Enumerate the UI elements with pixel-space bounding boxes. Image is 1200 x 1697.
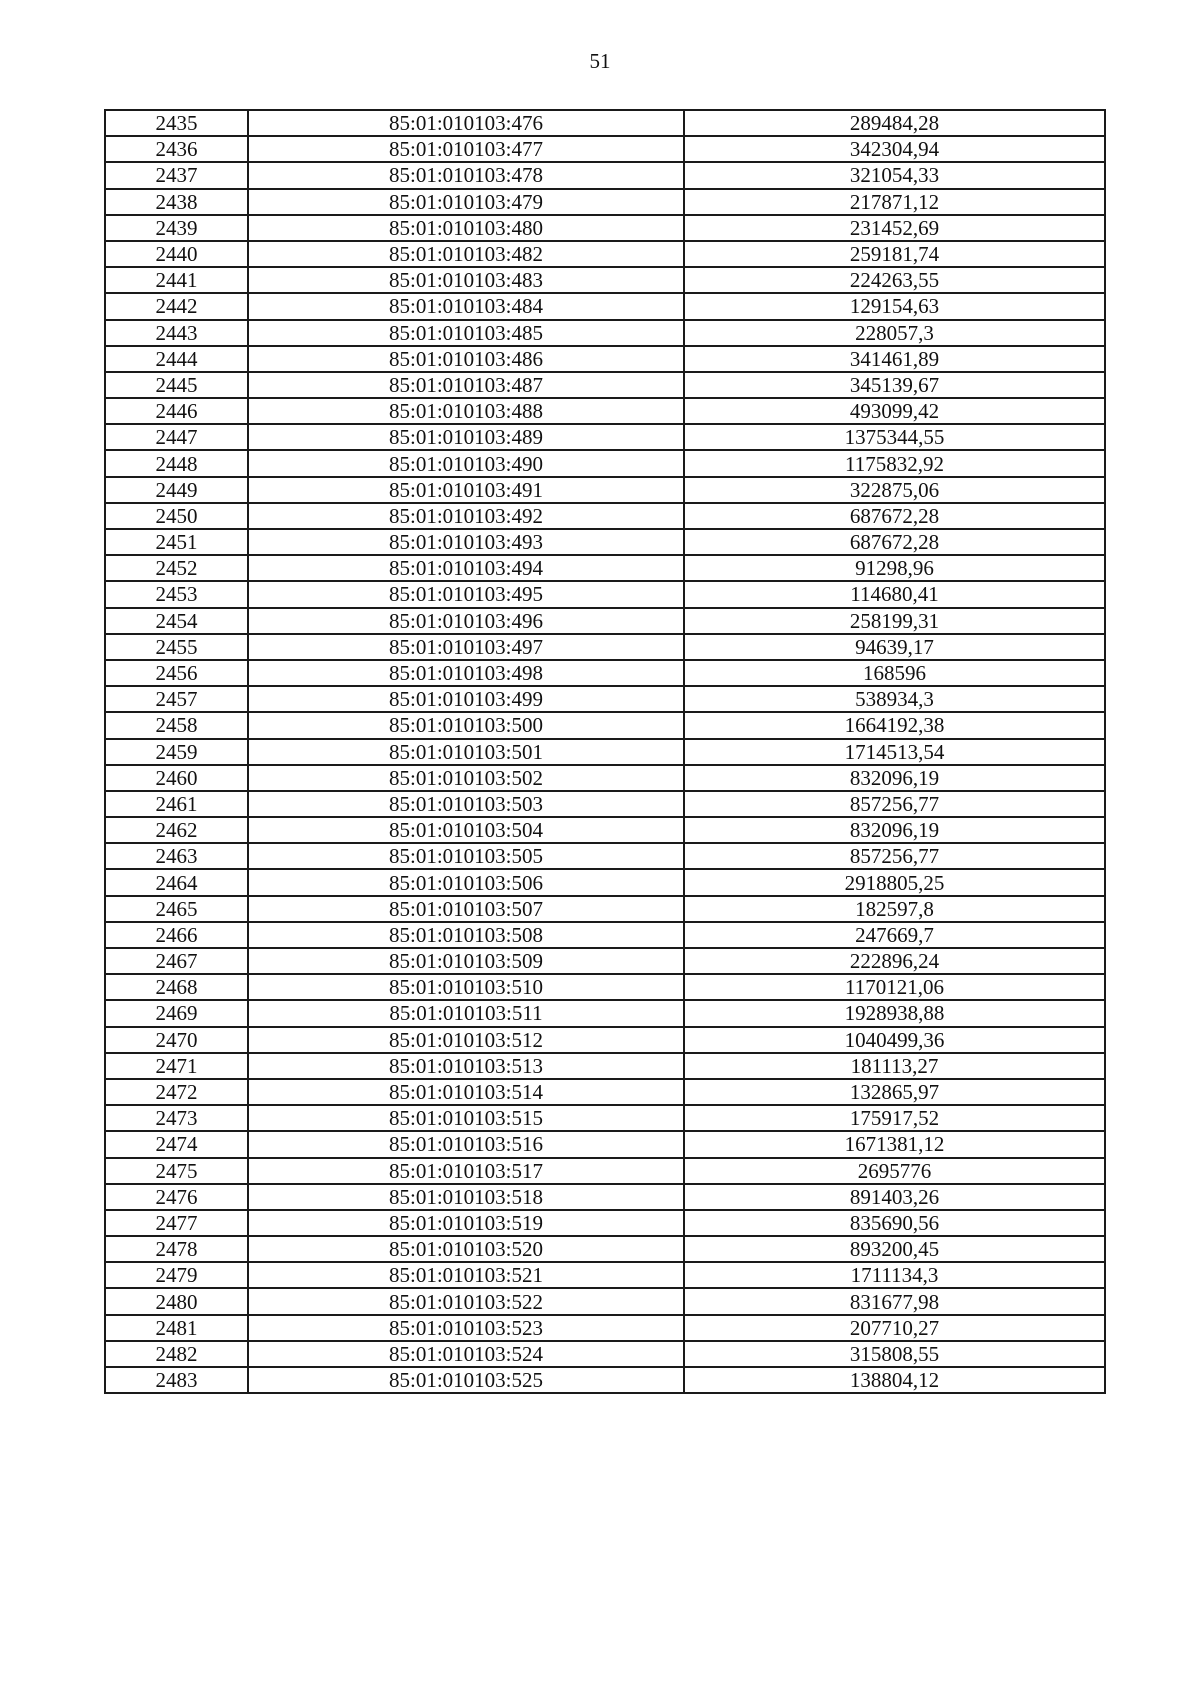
cadastral-number-cell: 85:01:010103:521	[248, 1262, 684, 1288]
table-row	[105, 555, 1105, 581]
registry-table-body	[105, 110, 1105, 1393]
table-row	[105, 1210, 1105, 1236]
cadastral-number-cell: 85:01:010103:494	[248, 555, 684, 581]
table-row	[105, 320, 1105, 346]
row-number-cell: 2480	[105, 1288, 248, 1314]
value-cell: 2918805,25	[684, 869, 1105, 895]
table-row	[105, 1105, 1105, 1131]
cadastral-number-cell: 85:01:010103:487	[248, 372, 684, 398]
row-number-cell: 2476	[105, 1184, 248, 1210]
row-number-cell: 2482	[105, 1341, 248, 1367]
cadastral-number-cell: 85:01:010103:523	[248, 1315, 684, 1341]
value-cell: 1928938,88	[684, 1000, 1105, 1026]
row-number-cell: 2472	[105, 1079, 248, 1105]
cadastral-number-cell: 85:01:010103:480	[248, 215, 684, 241]
cadastral-number-cell: 85:01:010103:478	[248, 162, 684, 188]
table-row	[105, 189, 1105, 215]
row-number-cell: 2463	[105, 843, 248, 869]
table-row	[105, 503, 1105, 529]
registry-table	[104, 109, 1106, 1394]
value-cell: 138804,12	[684, 1367, 1105, 1393]
row-number-cell: 2440	[105, 241, 248, 267]
value-cell: 831677,98	[684, 1288, 1105, 1314]
row-number-cell: 2451	[105, 529, 248, 555]
row-number-cell: 2453	[105, 581, 248, 607]
row-number-cell: 2447	[105, 424, 248, 450]
value-cell: 321054,33	[684, 162, 1105, 188]
row-number-cell: 2452	[105, 555, 248, 581]
table-row	[105, 1315, 1105, 1341]
value-cell: 1040499,36	[684, 1027, 1105, 1053]
row-number-cell: 2468	[105, 974, 248, 1000]
cadastral-number-cell: 85:01:010103:514	[248, 1079, 684, 1105]
row-number-cell: 2478	[105, 1236, 248, 1262]
value-cell: 224263,55	[684, 267, 1105, 293]
value-cell: 91298,96	[684, 555, 1105, 581]
cadastral-number-cell: 85:01:010103:485	[248, 320, 684, 346]
row-number-cell: 2462	[105, 817, 248, 843]
value-cell: 835690,56	[684, 1210, 1105, 1236]
row-number-cell: 2460	[105, 765, 248, 791]
cadastral-number-cell: 85:01:010103:476	[248, 110, 684, 136]
row-number-cell: 2475	[105, 1158, 248, 1184]
cadastral-number-cell: 85:01:010103:519	[248, 1210, 684, 1236]
value-cell: 247669,7	[684, 922, 1105, 948]
cadastral-number-cell: 85:01:010103:505	[248, 843, 684, 869]
value-cell: 175917,52	[684, 1105, 1105, 1131]
table-row	[105, 1053, 1105, 1079]
cadastral-number-cell: 85:01:010103:498	[248, 660, 684, 686]
row-number-cell: 2464	[105, 869, 248, 895]
row-number-cell: 2445	[105, 372, 248, 398]
cadastral-number-cell: 85:01:010103:508	[248, 922, 684, 948]
value-cell: 132865,97	[684, 1079, 1105, 1105]
table-row	[105, 791, 1105, 817]
row-number-cell: 2444	[105, 346, 248, 372]
cadastral-number-cell: 85:01:010103:516	[248, 1131, 684, 1157]
row-number-cell: 2466	[105, 922, 248, 948]
value-cell: 342304,94	[684, 136, 1105, 162]
row-number-cell: 2459	[105, 739, 248, 765]
value-cell: 1664192,38	[684, 712, 1105, 738]
row-number-cell: 2473	[105, 1105, 248, 1131]
row-number-cell: 2443	[105, 320, 248, 346]
value-cell: 222896,24	[684, 948, 1105, 974]
table-row	[105, 1236, 1105, 1262]
table-row	[105, 293, 1105, 319]
value-cell: 341461,89	[684, 346, 1105, 372]
table-row	[105, 215, 1105, 241]
cadastral-number-cell: 85:01:010103:483	[248, 267, 684, 293]
table-row	[105, 608, 1105, 634]
cadastral-number-cell: 85:01:010103:486	[248, 346, 684, 372]
cadastral-number-cell: 85:01:010103:479	[248, 189, 684, 215]
row-number-cell: 2456	[105, 660, 248, 686]
table-row	[105, 1131, 1105, 1157]
value-cell: 289484,28	[684, 110, 1105, 136]
value-cell: 857256,77	[684, 791, 1105, 817]
cadastral-number-cell: 85:01:010103:520	[248, 1236, 684, 1262]
value-cell: 114680,41	[684, 581, 1105, 607]
value-cell: 891403,26	[684, 1184, 1105, 1210]
table-row	[105, 634, 1105, 660]
row-number-cell: 2458	[105, 712, 248, 738]
row-number-cell: 2446	[105, 398, 248, 424]
row-number-cell: 2438	[105, 189, 248, 215]
value-cell: 1671381,12	[684, 1131, 1105, 1157]
cadastral-number-cell: 85:01:010103:495	[248, 581, 684, 607]
value-cell: 182597,8	[684, 896, 1105, 922]
table-row	[105, 686, 1105, 712]
row-number-cell: 2439	[105, 215, 248, 241]
value-cell: 228057,3	[684, 320, 1105, 346]
page-number: 51	[589, 49, 611, 73]
table-row	[105, 765, 1105, 791]
cadastral-number-cell: 85:01:010103:507	[248, 896, 684, 922]
table-row	[105, 581, 1105, 607]
cadastral-number-cell: 85:01:010103:501	[248, 739, 684, 765]
table-row	[105, 896, 1105, 922]
value-cell: 168596	[684, 660, 1105, 686]
row-number-cell: 2435	[105, 110, 248, 136]
cadastral-number-cell: 85:01:010103:493	[248, 529, 684, 555]
table-row	[105, 712, 1105, 738]
row-number-cell: 2448	[105, 450, 248, 476]
row-number-cell: 2454	[105, 608, 248, 634]
cadastral-number-cell: 85:01:010103:496	[248, 608, 684, 634]
cadastral-number-cell: 85:01:010103:518	[248, 1184, 684, 1210]
cadastral-number-cell: 85:01:010103:500	[248, 712, 684, 738]
table-row	[105, 1000, 1105, 1026]
cadastral-number-cell: 85:01:010103:525	[248, 1367, 684, 1393]
value-cell: 538934,3	[684, 686, 1105, 712]
table-row	[105, 739, 1105, 765]
cadastral-number-cell: 85:01:010103:524	[248, 1341, 684, 1367]
cadastral-number-cell: 85:01:010103:515	[248, 1105, 684, 1131]
table-row	[105, 817, 1105, 843]
value-cell: 217871,12	[684, 189, 1105, 215]
table-row	[105, 241, 1105, 267]
cadastral-number-cell: 85:01:010103:502	[248, 765, 684, 791]
value-cell: 857256,77	[684, 843, 1105, 869]
row-number-cell: 2465	[105, 896, 248, 922]
row-number-cell: 2436	[105, 136, 248, 162]
row-number-cell: 2457	[105, 686, 248, 712]
value-cell: 893200,45	[684, 1236, 1105, 1262]
row-number-cell: 2442	[105, 293, 248, 319]
row-number-cell: 2483	[105, 1367, 248, 1393]
value-cell: 322875,06	[684, 477, 1105, 503]
table-row	[105, 1158, 1105, 1184]
table-row	[105, 1288, 1105, 1314]
value-cell: 181113,27	[684, 1053, 1105, 1079]
table-row	[105, 1027, 1105, 1053]
cadastral-number-cell: 85:01:010103:512	[248, 1027, 684, 1053]
value-cell: 231452,69	[684, 215, 1105, 241]
cadastral-number-cell: 85:01:010103:482	[248, 241, 684, 267]
table-row	[105, 843, 1105, 869]
table-row	[105, 267, 1105, 293]
table-row	[105, 346, 1105, 372]
cadastral-number-cell: 85:01:010103:499	[248, 686, 684, 712]
value-cell: 129154,63	[684, 293, 1105, 319]
table-row	[105, 136, 1105, 162]
table-row	[105, 922, 1105, 948]
cadastral-number-cell: 85:01:010103:489	[248, 424, 684, 450]
row-number-cell: 2467	[105, 948, 248, 974]
table-row	[105, 974, 1105, 1000]
cadastral-number-cell: 85:01:010103:511	[248, 1000, 684, 1026]
row-number-cell: 2469	[105, 1000, 248, 1026]
table-row	[105, 1367, 1105, 1393]
cadastral-number-cell: 85:01:010103:490	[248, 450, 684, 476]
cadastral-number-cell: 85:01:010103:484	[248, 293, 684, 319]
cadastral-number-cell: 85:01:010103:488	[248, 398, 684, 424]
value-cell: 493099,42	[684, 398, 1105, 424]
table-row	[105, 660, 1105, 686]
row-number-cell: 2470	[105, 1027, 248, 1053]
value-cell: 1170121,06	[684, 974, 1105, 1000]
row-number-cell: 2437	[105, 162, 248, 188]
cadastral-number-cell: 85:01:010103:522	[248, 1288, 684, 1314]
table-row	[105, 1184, 1105, 1210]
row-number-cell: 2441	[105, 267, 248, 293]
cadastral-number-cell: 85:01:010103:497	[248, 634, 684, 660]
value-cell: 258199,31	[684, 608, 1105, 634]
row-number-cell: 2477	[105, 1210, 248, 1236]
cadastral-number-cell: 85:01:010103:477	[248, 136, 684, 162]
cadastral-number-cell: 85:01:010103:510	[248, 974, 684, 1000]
value-cell: 345139,67	[684, 372, 1105, 398]
cadastral-number-cell: 85:01:010103:506	[248, 869, 684, 895]
value-cell: 94639,17	[684, 634, 1105, 660]
cadastral-number-cell: 85:01:010103:504	[248, 817, 684, 843]
row-number-cell: 2481	[105, 1315, 248, 1341]
row-number-cell: 2455	[105, 634, 248, 660]
value-cell: 687672,28	[684, 529, 1105, 555]
value-cell: 1375344,55	[684, 424, 1105, 450]
value-cell: 2695776	[684, 1158, 1105, 1184]
cadastral-number-cell: 85:01:010103:513	[248, 1053, 684, 1079]
row-number-cell: 2450	[105, 503, 248, 529]
table-row	[105, 1262, 1105, 1288]
row-number-cell: 2449	[105, 477, 248, 503]
row-number-cell: 2471	[105, 1053, 248, 1079]
row-number-cell: 2461	[105, 791, 248, 817]
table-row	[105, 450, 1105, 476]
table-row	[105, 372, 1105, 398]
registry-table-container	[104, 109, 1104, 1394]
cadastral-number-cell: 85:01:010103:492	[248, 503, 684, 529]
value-cell: 1714513,54	[684, 739, 1105, 765]
value-cell: 259181,74	[684, 241, 1105, 267]
table-row	[105, 424, 1105, 450]
cadastral-number-cell: 85:01:010103:509	[248, 948, 684, 974]
cadastral-number-cell: 85:01:010103:517	[248, 1158, 684, 1184]
table-row	[105, 529, 1105, 555]
value-cell: 1175832,92	[684, 450, 1105, 476]
table-row	[105, 1341, 1105, 1367]
table-row	[105, 110, 1105, 136]
table-row	[105, 477, 1105, 503]
cadastral-number-cell: 85:01:010103:503	[248, 791, 684, 817]
cadastral-number-cell: 85:01:010103:491	[248, 477, 684, 503]
row-number-cell: 2474	[105, 1131, 248, 1157]
value-cell: 687672,28	[684, 503, 1105, 529]
table-row	[105, 1079, 1105, 1105]
value-cell: 1711134,3	[684, 1262, 1105, 1288]
table-row	[105, 398, 1105, 424]
table-row	[105, 948, 1105, 974]
table-row	[105, 869, 1105, 895]
value-cell: 832096,19	[684, 765, 1105, 791]
row-number-cell: 2479	[105, 1262, 248, 1288]
value-cell: 832096,19	[684, 817, 1105, 843]
value-cell: 207710,27	[684, 1315, 1105, 1341]
value-cell: 315808,55	[684, 1341, 1105, 1367]
table-row	[105, 162, 1105, 188]
